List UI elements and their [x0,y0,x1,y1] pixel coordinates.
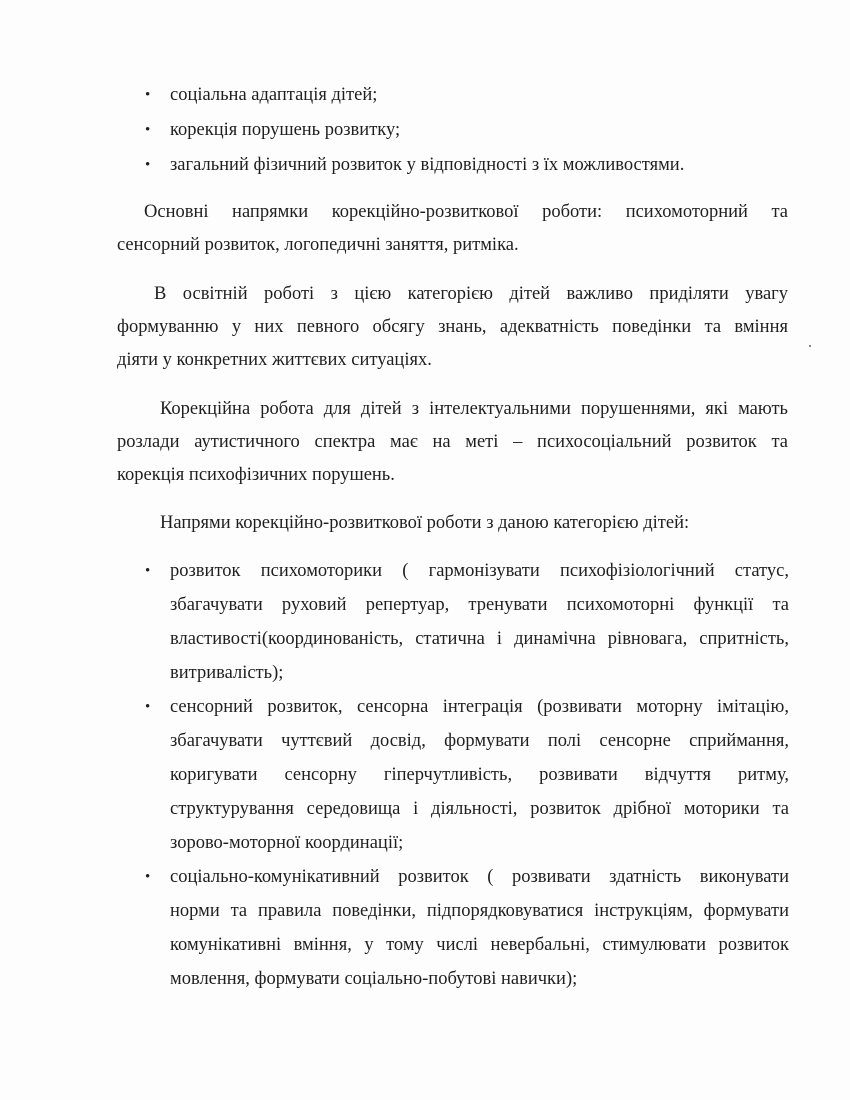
list-item-text: загальний фізичний розвиток у відповідності з їх можливостями. [170,155,685,175]
paragraph-line: діяти у конкретних життєвих ситуаціях. [117,350,432,370]
list-item-text: корекція порушень розвитку; [170,120,401,140]
list-item-line: збагачувати руховий репертуар, тренувати психомоторні функції та [170,595,789,615]
list-item-line: збагачувати чуттєвий досвід, формувати полі сенсорне сприймання, [170,731,789,751]
paragraph-line: Основні напрямки корекційно-розвиткової роботи: психомоторний та [144,202,788,222]
bullet-icon: • [145,157,151,173]
list-item [145,690,789,860]
paragraph-directions [117,196,788,262]
list-item-line: структурування середовища і діяльності, розвиток дрібної моторики та [170,799,789,819]
list-item-line: комунікативні вміння, у тому числі невербальні, стимулювати розвиток [170,935,789,955]
list-item [145,554,789,690]
paragraph-directions-heading [117,507,788,540]
list-item-line: мовлення, формувати соціально-побутові навички); [170,969,578,989]
paragraph-line: формуванню у них певного обсягу знань, адекватність поведінки та вміння [117,317,788,337]
list-item-line: розвиток психомоторики ( гармонізувати психофізіологічний статус, [170,561,789,581]
bullet-icon: • [145,699,151,715]
paragraph-line: розлади аутистичного спектра має на меті – психосоціальний розвиток та [117,432,788,452]
list-item-text: соціальна адаптація дітей; [170,85,378,105]
paragraph-line: сенсорний розвиток, логопедичні заняття, ритміка. [117,235,519,255]
bullet-icon: • [145,869,151,885]
list-item-line: властивості(координованість, статична і динамічна рівновага, спритність, [170,629,789,649]
paragraph-line: Корекційна робота для дітей з інтелектуальними порушеннями, які мають [160,399,788,419]
directions-list [145,554,789,996]
paragraph-correction-work [117,393,788,492]
paragraph-educational-work [117,278,788,377]
bullet-icon: • [145,122,151,138]
paragraph-line: В освітній роботі з цією категорією дітей важливо приділяти увагу [154,284,788,304]
bullet-icon: • [145,563,151,579]
scan-speck [809,345,811,347]
list-item [145,860,789,996]
list-item-line: норми та правила поведінки, підпорядковуватися інструкціям, формувати [170,901,789,921]
paragraph-line: корекція психофізичних порушень. [117,465,395,485]
bullet-icon: • [145,87,151,103]
list-item-line: сенсорний розвиток, сенсорна інтеграція (розвивати моторну імітацію, [170,697,789,717]
list-item-line: витривалість); [170,663,284,683]
paragraph-line: Напрями корекційно-розвиткової роботи з даною категорією дітей: [160,513,690,533]
list-item-line: соціально-комунікативний розвиток ( розвивати здатність виконувати [170,867,789,887]
list-item-line: коригувати сенсорну гіперчутливість, розвивати відчуття ритму, [170,765,789,785]
list-item-line: зорово-моторної координації; [170,833,404,853]
